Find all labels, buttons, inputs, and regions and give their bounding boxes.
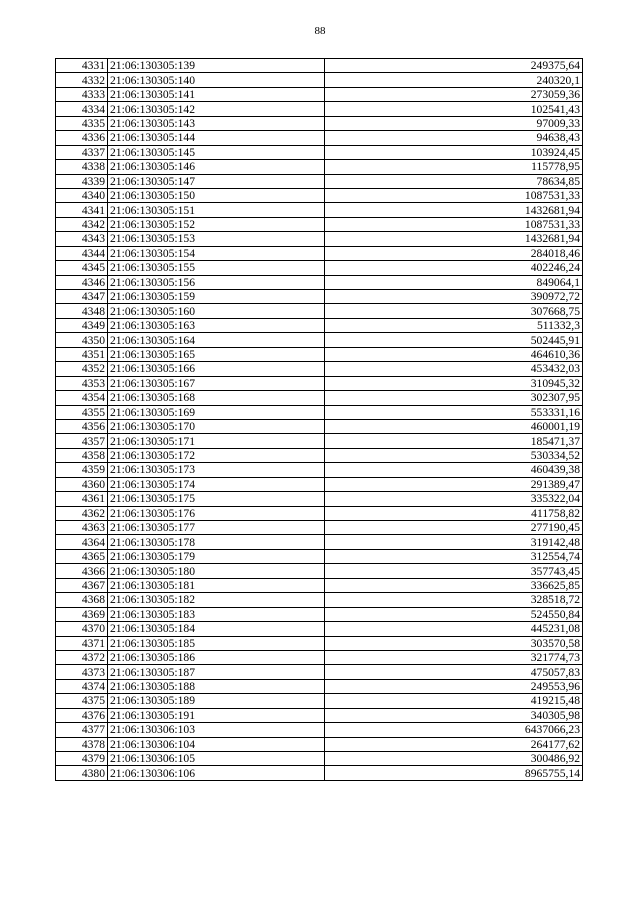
row-number-cell: 4350 [56,333,108,347]
cadastral-value-cell: 302307,95 [325,391,583,405]
table-row [56,564,583,578]
cadastral-value-cell: 1432681,94 [325,232,583,246]
cadastral-value-cell: 303570,58 [325,636,583,650]
row-number-cell: 4364 [56,535,108,549]
row-number-cell: 4377 [56,723,108,737]
row-number-cell: 4344 [56,246,108,260]
cadastral-number-cell: 21:06:130305:181 [108,578,325,592]
cadastral-value-cell: 1087531,33 [325,188,583,202]
cadastral-number-cell: 21:06:130305:189 [108,694,325,708]
cadastral-number-cell: 21:06:130305:182 [108,593,325,607]
cadastral-value-cell: 460001,19 [325,419,583,433]
cadastral-value-cell: 321774,73 [325,650,583,664]
row-number-cell: 4351 [56,347,108,361]
table-row [56,679,583,693]
cadastral-value-cell: 511332,3 [325,318,583,332]
row-number-cell: 4367 [56,578,108,592]
row-number-cell: 4365 [56,549,108,563]
row-number-cell: 4361 [56,492,108,506]
cadastral-number-cell: 21:06:130305:165 [108,347,325,361]
cadastral-value-cell: 524550,84 [325,607,583,621]
cadastral-value-cell: 1432681,94 [325,203,583,217]
table-row [56,521,583,535]
cadastral-value-cell: 453432,03 [325,362,583,376]
table-row [56,492,583,506]
cadastral-value-cell: 402246,24 [325,261,583,275]
table-row [56,275,583,289]
cadastral-number-cell: 21:06:130305:150 [108,188,325,202]
cadastral-value-cell: 8965755,14 [325,766,583,780]
table-row [56,304,583,318]
cadastral-value-cell: 445231,08 [325,622,583,636]
table-row [56,535,583,549]
cadastral-number-cell: 21:06:130305:167 [108,376,325,390]
cadastral-value-cell: 307668,75 [325,304,583,318]
table-row [56,116,583,130]
cadastral-number-cell: 21:06:130305:187 [108,665,325,679]
cadastral-value-cell: 460439,38 [325,463,583,477]
row-number-cell: 4366 [56,564,108,578]
table-row [56,506,583,520]
table-row [56,723,583,737]
row-number-cell: 4372 [56,650,108,664]
table-row [56,419,583,433]
row-number-cell: 4371 [56,636,108,650]
cadastral-value-cell: 530334,52 [325,448,583,462]
row-number-cell: 4333 [56,87,108,101]
cadastral-number-cell: 21:06:130305:160 [108,304,325,318]
cadastral-number-cell: 21:06:130305:170 [108,419,325,433]
row-number-cell: 4363 [56,521,108,535]
cadastral-value-cell: 312554,74 [325,549,583,563]
cadastral-number-cell: 21:06:130305:146 [108,160,325,174]
table-row [56,650,583,664]
cadastral-number-cell: 21:06:130305:153 [108,232,325,246]
cadastral-value-cell: 328518,72 [325,593,583,607]
table-row [56,188,583,202]
row-number-cell: 4379 [56,752,108,766]
cadastral-number-cell: 21:06:130305:179 [108,549,325,563]
row-number-cell: 4360 [56,477,108,491]
row-number-cell: 4355 [56,405,108,419]
cadastral-number-cell: 21:06:130305:141 [108,87,325,101]
cadastral-number-cell: 21:06:130305:169 [108,405,325,419]
cadastral-value-cell: 357743,45 [325,564,583,578]
cadastral-value-cell: 310945,32 [325,376,583,390]
cadastral-value-cell: 291389,47 [325,477,583,491]
row-number-cell: 4334 [56,102,108,116]
row-number-cell: 4345 [56,261,108,275]
row-number-cell: 4337 [56,145,108,159]
table-body [56,59,583,781]
row-number-cell: 4359 [56,463,108,477]
table-row [56,405,583,419]
cadastral-number-cell: 21:06:130305:175 [108,492,325,506]
table-row [56,391,583,405]
row-number-cell: 4331 [56,59,108,73]
table-row [56,607,583,621]
row-number-cell: 4370 [56,622,108,636]
row-number-cell: 4357 [56,434,108,448]
row-number-cell: 4352 [56,362,108,376]
table-row [56,578,583,592]
row-number-cell: 4341 [56,203,108,217]
cadastral-number-cell: 21:06:130305:145 [108,145,325,159]
cadastral-number-cell: 21:06:130305:185 [108,636,325,650]
table-row [56,131,583,145]
cadastral-value-cell: 78634,85 [325,174,583,188]
cadastral-number-cell: 21:06:130305:143 [108,116,325,130]
cadastral-value-cell: 390972,72 [325,290,583,304]
row-number-cell: 4349 [56,318,108,332]
cadastral-number-cell: 21:06:130305:147 [108,174,325,188]
cadastral-value-cell: 185471,37 [325,434,583,448]
cadastral-number-cell: 21:06:130305:186 [108,650,325,664]
table-row [56,290,583,304]
cadastral-value-cell: 284018,46 [325,246,583,260]
cadastral-value-cell: 336625,85 [325,578,583,592]
table-row [56,448,583,462]
page-number: 88 [314,25,326,37]
table-row [56,232,583,246]
cadastral-number-cell: 21:06:130305:180 [108,564,325,578]
cadastral-number-cell: 21:06:130305:174 [108,477,325,491]
table-row [56,593,583,607]
cadastral-value-cell: 249375,64 [325,59,583,73]
cadastral-value-cell: 240320,1 [325,73,583,87]
table-row [56,434,583,448]
cadastral-number-cell: 21:06:130305:164 [108,333,325,347]
cadastral-number-cell: 21:06:130306:104 [108,737,325,751]
row-number-cell: 4374 [56,679,108,693]
cadastral-value-cell: 475057,83 [325,665,583,679]
row-number-cell: 4353 [56,376,108,390]
cadastral-number-cell: 21:06:130305:154 [108,246,325,260]
cadastral-number-cell: 21:06:130305:144 [108,131,325,145]
cadastral-number-cell: 21:06:130305:156 [108,275,325,289]
row-number-cell: 4380 [56,766,108,780]
row-number-cell: 4347 [56,290,108,304]
table-row [56,145,583,159]
cadastral-number-cell: 21:06:130305:172 [108,448,325,462]
table-row [56,174,583,188]
row-number-cell: 4340 [56,188,108,202]
cadastral-number-cell: 21:06:130305:177 [108,521,325,535]
table-row [56,87,583,101]
cadastral-number-cell: 21:06:130305:151 [108,203,325,217]
row-number-cell: 4376 [56,708,108,722]
table-row [56,463,583,477]
table-row [56,737,583,751]
cadastral-value-cell: 102541,43 [325,102,583,116]
table-row [56,665,583,679]
table-row [56,708,583,722]
row-number-cell: 4336 [56,131,108,145]
row-number-cell: 4358 [56,448,108,462]
cadastral-value-cell: 94638,43 [325,131,583,145]
cadastral-number-cell: 21:06:130305:155 [108,261,325,275]
cadastral-value-cell: 319142,48 [325,535,583,549]
cadastral-number-cell: 21:06:130305:188 [108,679,325,693]
cadastral-value-cell: 553331,16 [325,405,583,419]
row-number-cell: 4375 [56,694,108,708]
cadastral-number-cell: 21:06:130305:184 [108,622,325,636]
cadastral-number-cell: 21:06:130305:173 [108,463,325,477]
cadastral-value-cell: 335322,04 [325,492,583,506]
cadastral-number-cell: 21:06:130305:163 [108,318,325,332]
row-number-cell: 4339 [56,174,108,188]
cadastral-number-cell: 21:06:130305:152 [108,217,325,231]
cadastral-value-cell: 277190,45 [325,521,583,535]
table-row [56,622,583,636]
row-number-cell: 4354 [56,391,108,405]
table-row [56,246,583,260]
row-number-cell: 4343 [56,232,108,246]
cadastral-number-cell: 21:06:130305:171 [108,434,325,448]
cadastral-number-cell: 21:06:130306:105 [108,752,325,766]
cadastral-number-cell: 21:06:130305:139 [108,59,325,73]
row-number-cell: 4346 [56,275,108,289]
cadastral-number-cell: 21:06:130305:159 [108,290,325,304]
row-number-cell: 4373 [56,665,108,679]
table-row [56,102,583,116]
cadastral-number-cell: 21:06:130305:166 [108,362,325,376]
cadastral-value-cell: 1087531,33 [325,217,583,231]
table-row [56,203,583,217]
table-row [56,549,583,563]
cadastral-number-cell: 21:06:130305:183 [108,607,325,621]
cadastral-number-cell: 21:06:130305:176 [108,506,325,520]
cadastral-value-cell: 249553,96 [325,679,583,693]
row-number-cell: 4348 [56,304,108,318]
table-row [56,59,583,73]
table-row [56,261,583,275]
table-row [56,318,583,332]
table-row [56,752,583,766]
cadastral-value-cell: 340305,98 [325,708,583,722]
table-row [56,376,583,390]
table-row [56,73,583,87]
table-row [56,217,583,231]
cadastral-number-cell: 21:06:130305:142 [108,102,325,116]
cadastral-value-table [55,58,583,781]
table-row [56,362,583,376]
row-number-cell: 4342 [56,217,108,231]
cadastral-value-cell: 411758,82 [325,506,583,520]
cadastral-value-cell: 502445,91 [325,333,583,347]
row-number-cell: 4338 [56,160,108,174]
table-row [56,694,583,708]
cadastral-value-cell: 97009,33 [325,116,583,130]
cadastral-number-cell: 21:06:130305:168 [108,391,325,405]
row-number-cell: 4356 [56,419,108,433]
cadastral-value-cell: 849064,1 [325,275,583,289]
cadastral-number-cell: 21:06:130306:103 [108,723,325,737]
cadastral-value-cell: 419215,48 [325,694,583,708]
cadastral-value-cell: 300486,92 [325,752,583,766]
cadastral-value-cell: 273059,36 [325,87,583,101]
cadastral-number-cell: 21:06:130305:191 [108,708,325,722]
table-row [56,347,583,361]
row-number-cell: 4362 [56,506,108,520]
cadastral-value-cell: 115778,95 [325,160,583,174]
table-row [56,160,583,174]
row-number-cell: 4369 [56,607,108,621]
table-row [56,636,583,650]
row-number-cell: 4332 [56,73,108,87]
cadastral-number-cell: 21:06:130306:106 [108,766,325,780]
cadastral-value-cell: 103924,45 [325,145,583,159]
cadastral-value-cell: 264177,62 [325,737,583,751]
table-row [56,333,583,347]
table-row [56,477,583,491]
cadastral-value-cell: 464610,36 [325,347,583,361]
row-number-cell: 4368 [56,593,108,607]
table-row [56,766,583,780]
cadastral-number-cell: 21:06:130305:140 [108,73,325,87]
row-number-cell: 4378 [56,737,108,751]
row-number-cell: 4335 [56,116,108,130]
cadastral-number-cell: 21:06:130305:178 [108,535,325,549]
cadastral-value-cell: 6437066,23 [325,723,583,737]
